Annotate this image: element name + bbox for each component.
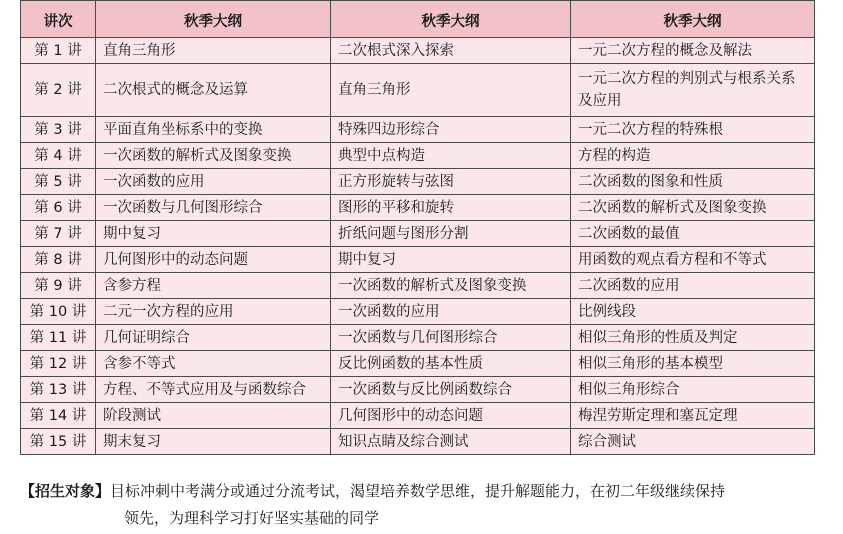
outline-cell: 一次函数的应用 [331, 299, 571, 325]
header-outline-2: 秋季大纲 [331, 1, 571, 38]
enrollment-line-2: 领先，为理科学习打好坚实基础的同学 [124, 509, 380, 527]
table-row [21, 221, 815, 247]
outline-cell: 平面直角坐标系中的变换 [96, 117, 331, 143]
outline-cell: 几何图形中的动态问题 [96, 247, 331, 273]
table-row [21, 299, 815, 325]
outline-cell: 二次函数的图象和性质 [571, 169, 815, 195]
header-outline-3: 秋季大纲 [571, 1, 815, 38]
table-row [21, 64, 815, 117]
outline-cell: 相似三角形的基本模型 [571, 351, 815, 377]
outline-cell: 一元二次方程的特殊根 [571, 117, 815, 143]
outline-cell: 一次函数与几何图形综合 [331, 325, 571, 351]
outline-cell: 直角三角形 [331, 64, 571, 117]
lesson-number: 第 1 讲 [21, 38, 96, 64]
outline-cell: 一次函数的解析式及图象变换 [331, 273, 571, 299]
enrollment-label: 【招生对象】 [20, 482, 111, 500]
table-row [21, 377, 815, 403]
table-row [21, 143, 815, 169]
outline-cell: 一元二次方程的概念及解法 [571, 38, 815, 64]
outline-cell: 方程、不等式应用及与函数综合 [96, 377, 331, 403]
outline-cell: 期末复习 [96, 429, 331, 455]
outline-cell: 比例线段 [571, 299, 815, 325]
outline-cell: 正方形旋转与弦图 [331, 169, 571, 195]
lesson-number: 第 14 讲 [21, 403, 96, 429]
outline-cell: 折纸问题与图形分割 [331, 221, 571, 247]
table-row [21, 351, 815, 377]
outline-cell: 一次函数与反比例函数综合 [331, 377, 571, 403]
table-row [21, 117, 815, 143]
lesson-number: 第 4 讲 [21, 143, 96, 169]
outline-cell: 一次函数的解析式及图象变换 [96, 143, 331, 169]
outline-cell: 综合测试 [571, 429, 815, 455]
lesson-number: 第 3 讲 [21, 117, 96, 143]
outline-cell: 相似三角形的性质及判定 [571, 325, 815, 351]
outline-cell: 用函数的观点看方程和不等式 [571, 247, 815, 273]
outline-cell: 一次函数的应用 [96, 169, 331, 195]
table-row [21, 38, 815, 64]
enrollment-line-1 [20, 478, 820, 505]
outline-cell: 二次根式的概念及运算 [96, 64, 331, 117]
enrollment-text: 目标冲刺中考满分或通过分流考试，渴望培养数学思维，提升解题能力，在初二年级继续保持 [110, 482, 726, 500]
outline-cell: 典型中点构造 [331, 143, 571, 169]
outline-cell: 期中复习 [331, 247, 571, 273]
lesson-number: 第 12 讲 [21, 351, 96, 377]
outline-cell: 直角三角形 [96, 38, 331, 64]
lesson-number: 第 6 讲 [21, 195, 96, 221]
outline-cell: 方程的构造 [571, 143, 815, 169]
outline-cell: 一元二次方程的判别式与根系关系及应用 [571, 64, 815, 117]
outline-cell: 知识点睛及综合测试 [331, 429, 571, 455]
outline-cell: 梅涅劳斯定理和塞瓦定理 [571, 403, 815, 429]
outline-cell: 阶段测试 [96, 403, 331, 429]
table-row [21, 247, 815, 273]
lesson-number: 第 10 讲 [21, 299, 96, 325]
outline-cell: 几何证明综合 [96, 325, 331, 351]
outline-cell: 含参方程 [96, 273, 331, 299]
table-row [21, 169, 815, 195]
outline-cell: 相似三角形综合 [571, 377, 815, 403]
table-row [21, 273, 815, 299]
outline-cell: 几何图形中的动态问题 [331, 403, 571, 429]
outline-cell: 图形的平移和旋转 [331, 195, 571, 221]
outline-cell: 含参不等式 [96, 351, 331, 377]
outline-cell: 二次函数的最值 [571, 221, 815, 247]
header-lesson: 讲次 [21, 1, 96, 38]
outline-cell: 二元一次方程的应用 [96, 299, 331, 325]
enrollment-target [20, 478, 820, 532]
lesson-number: 第 8 讲 [21, 247, 96, 273]
table-row [21, 403, 815, 429]
outline-cell: 期中复习 [96, 221, 331, 247]
lesson-number: 第 5 讲 [21, 169, 96, 195]
outline-cell: 特殊四边形综合 [331, 117, 571, 143]
outline-cell: 反比例函数的基本性质 [331, 351, 571, 377]
lesson-number: 第 2 讲 [21, 64, 96, 117]
outline-cell: 二次根式深入探索 [331, 38, 571, 64]
header-outline-1: 秋季大纲 [96, 1, 331, 38]
table-row [21, 325, 815, 351]
table-row [21, 429, 815, 455]
lesson-number: 第 9 讲 [21, 273, 96, 299]
outline-cell: 一次函数与几何图形综合 [96, 195, 331, 221]
outline-cell: 二次函数的解析式及图象变换 [571, 195, 815, 221]
lesson-number: 第 13 讲 [21, 377, 96, 403]
lesson-number: 第 15 讲 [21, 429, 96, 455]
header-row [21, 1, 815, 38]
lesson-number: 第 7 讲 [21, 221, 96, 247]
lesson-number: 第 11 讲 [21, 325, 96, 351]
outline-cell: 二次函数的应用 [571, 273, 815, 299]
table-row [21, 195, 815, 221]
syllabus-table [20, 0, 815, 455]
